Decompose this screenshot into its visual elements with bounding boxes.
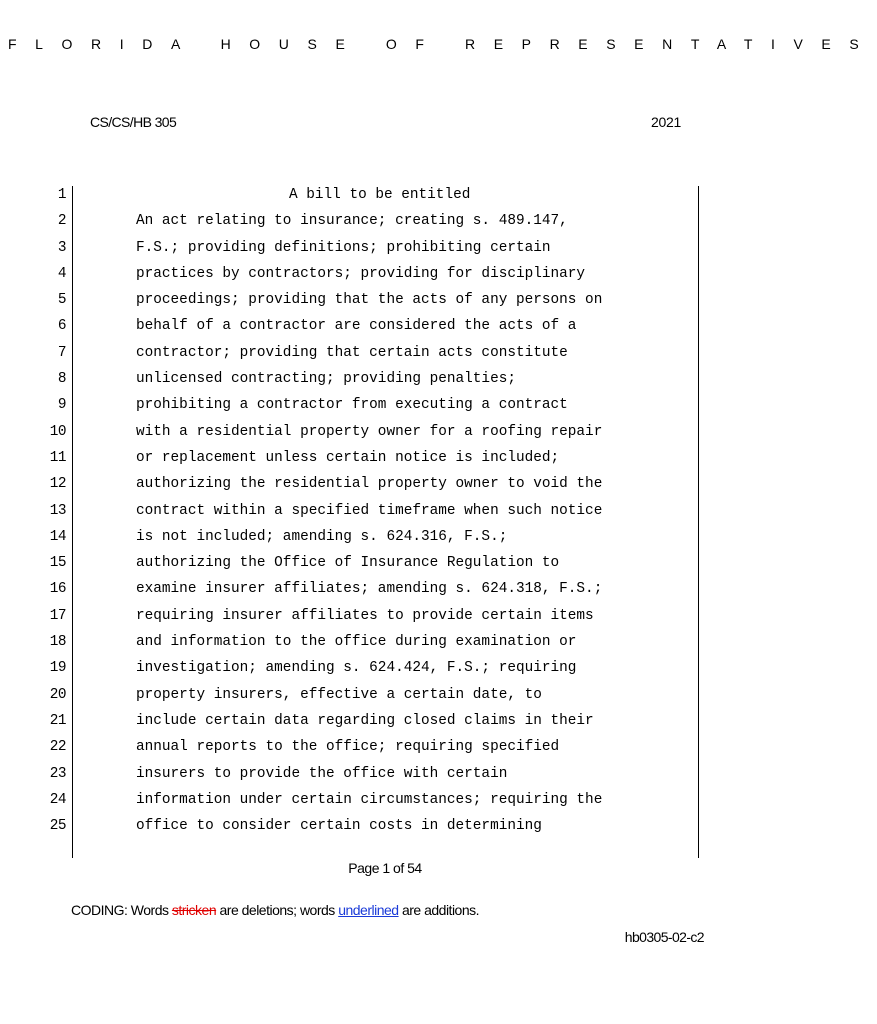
line-number: 12 [49,476,66,493]
line-text: proceedings; providing that the acts of any persons on [136,292,603,309]
coding-stricken-sample: stricken [171,902,217,918]
line-text: is not included; amending s. 624.316, F.S.; [136,528,508,545]
bill-line [0,734,770,760]
line-number: 16 [49,581,66,598]
line-text: and information to the office during examination or [136,634,577,651]
line-text: requiring insurer affiliates to provide certain items [136,607,594,624]
line-text: office to consider certain costs in determining [136,818,542,835]
page-number: Page 1 of 54 [348,860,422,876]
line-number: 11 [49,449,66,466]
bill-id: CS/CS/HB 305 [90,114,177,130]
bill-line [0,761,770,787]
line-number: 18 [49,634,66,651]
line-number: 25 [49,818,66,835]
bill-line [0,471,770,497]
line-number: 9 [57,397,66,414]
line-text: include certain data regarding closed claims in their [136,712,594,729]
bill-line [0,445,770,471]
coding-underlined-sample: underlined [338,902,399,918]
line-text: investigation; amending s. 624.424, F.S.; requiring [136,660,577,677]
bill-line [0,813,770,839]
bill-line [0,550,770,576]
line-number: 19 [49,660,66,677]
line-number: 4 [57,265,66,282]
bill-line [0,208,770,234]
line-text: behalf of a contractor are considered the acts of a [136,318,577,335]
line-text: or replacement unless certain notice is included; [136,449,560,466]
bill-line [0,235,770,261]
bill-line [0,419,770,445]
line-number: 10 [49,423,66,440]
bill-line [0,629,770,655]
coding-middle: are deletions; words [216,902,339,918]
line-number: 3 [57,239,66,256]
bill-title-line: A bill to be entitled [289,187,471,203]
bill-line [0,682,770,708]
line-text: authorizing the residential property owner to void the [136,476,603,493]
coding-prefix: CODING: Words [71,902,172,918]
line-number: 14 [49,528,66,545]
line-text: examine insurer affiliates; amending s. 624.318, F.S.; [136,581,603,598]
line-number: 20 [49,686,66,703]
line-number: 13 [49,502,66,519]
line-text: contract within a specified timeframe when such notice [136,502,603,519]
line-text: prohibiting a contractor from executing a contract [136,397,568,414]
line-text: with a residential property owner for a roofing repair [136,423,603,440]
line-text: authorizing the Office of Insurance Regulation to [136,555,560,572]
bill-line [0,787,770,813]
bill-line [0,708,770,734]
bill-line [0,498,770,524]
line-number: 6 [57,318,66,335]
line-number: 22 [49,739,66,756]
bill-text-lines [0,182,770,839]
bill-line [0,261,770,287]
line-number: 8 [57,371,66,388]
bill-line [0,340,770,366]
line-number: 2 [57,213,66,230]
document-code: hb0305-02-c2 [624,929,704,945]
line-text: property insurers, effective a certain date, to [136,686,542,703]
line-number: 15 [49,555,66,572]
line-text: annual reports to the office; requiring specified [136,739,560,756]
bill-line [0,524,770,550]
bill-line [0,392,770,418]
chamber-heading: FLORIDA HOUSE OF REPRESENTATIVES [8,36,877,52]
coding-legend [71,902,479,918]
line-text: unlicensed contracting; providing penalties; [136,371,516,388]
bill-line [0,287,770,313]
line-number: 23 [49,765,66,782]
line-number: 24 [49,791,66,808]
line-number: 7 [57,344,66,361]
line-text: insurers to provide the office with certain [136,765,508,782]
bill-line [0,313,770,339]
bill-line [0,603,770,629]
session-year: 2021 [651,114,681,130]
bill-line [0,182,770,208]
line-text: contractor; providing that certain acts constitute [136,344,568,361]
bill-line [0,366,770,392]
bill-line [0,655,770,681]
line-number: 1 [57,187,66,203]
line-text: F.S.; providing definitions; prohibiting certain [136,239,551,256]
coding-suffix: are additions. [398,902,480,918]
line-number: 21 [49,712,66,729]
line-text: An act relating to insurance; creating s. 489.147, [136,213,568,230]
line-text: information under certain circumstances; requiring the [136,791,603,808]
line-number: 5 [57,292,66,309]
line-text: practices by contractors; providing for disciplinary [136,265,586,282]
bill-line [0,576,770,602]
line-number: 17 [49,607,66,624]
